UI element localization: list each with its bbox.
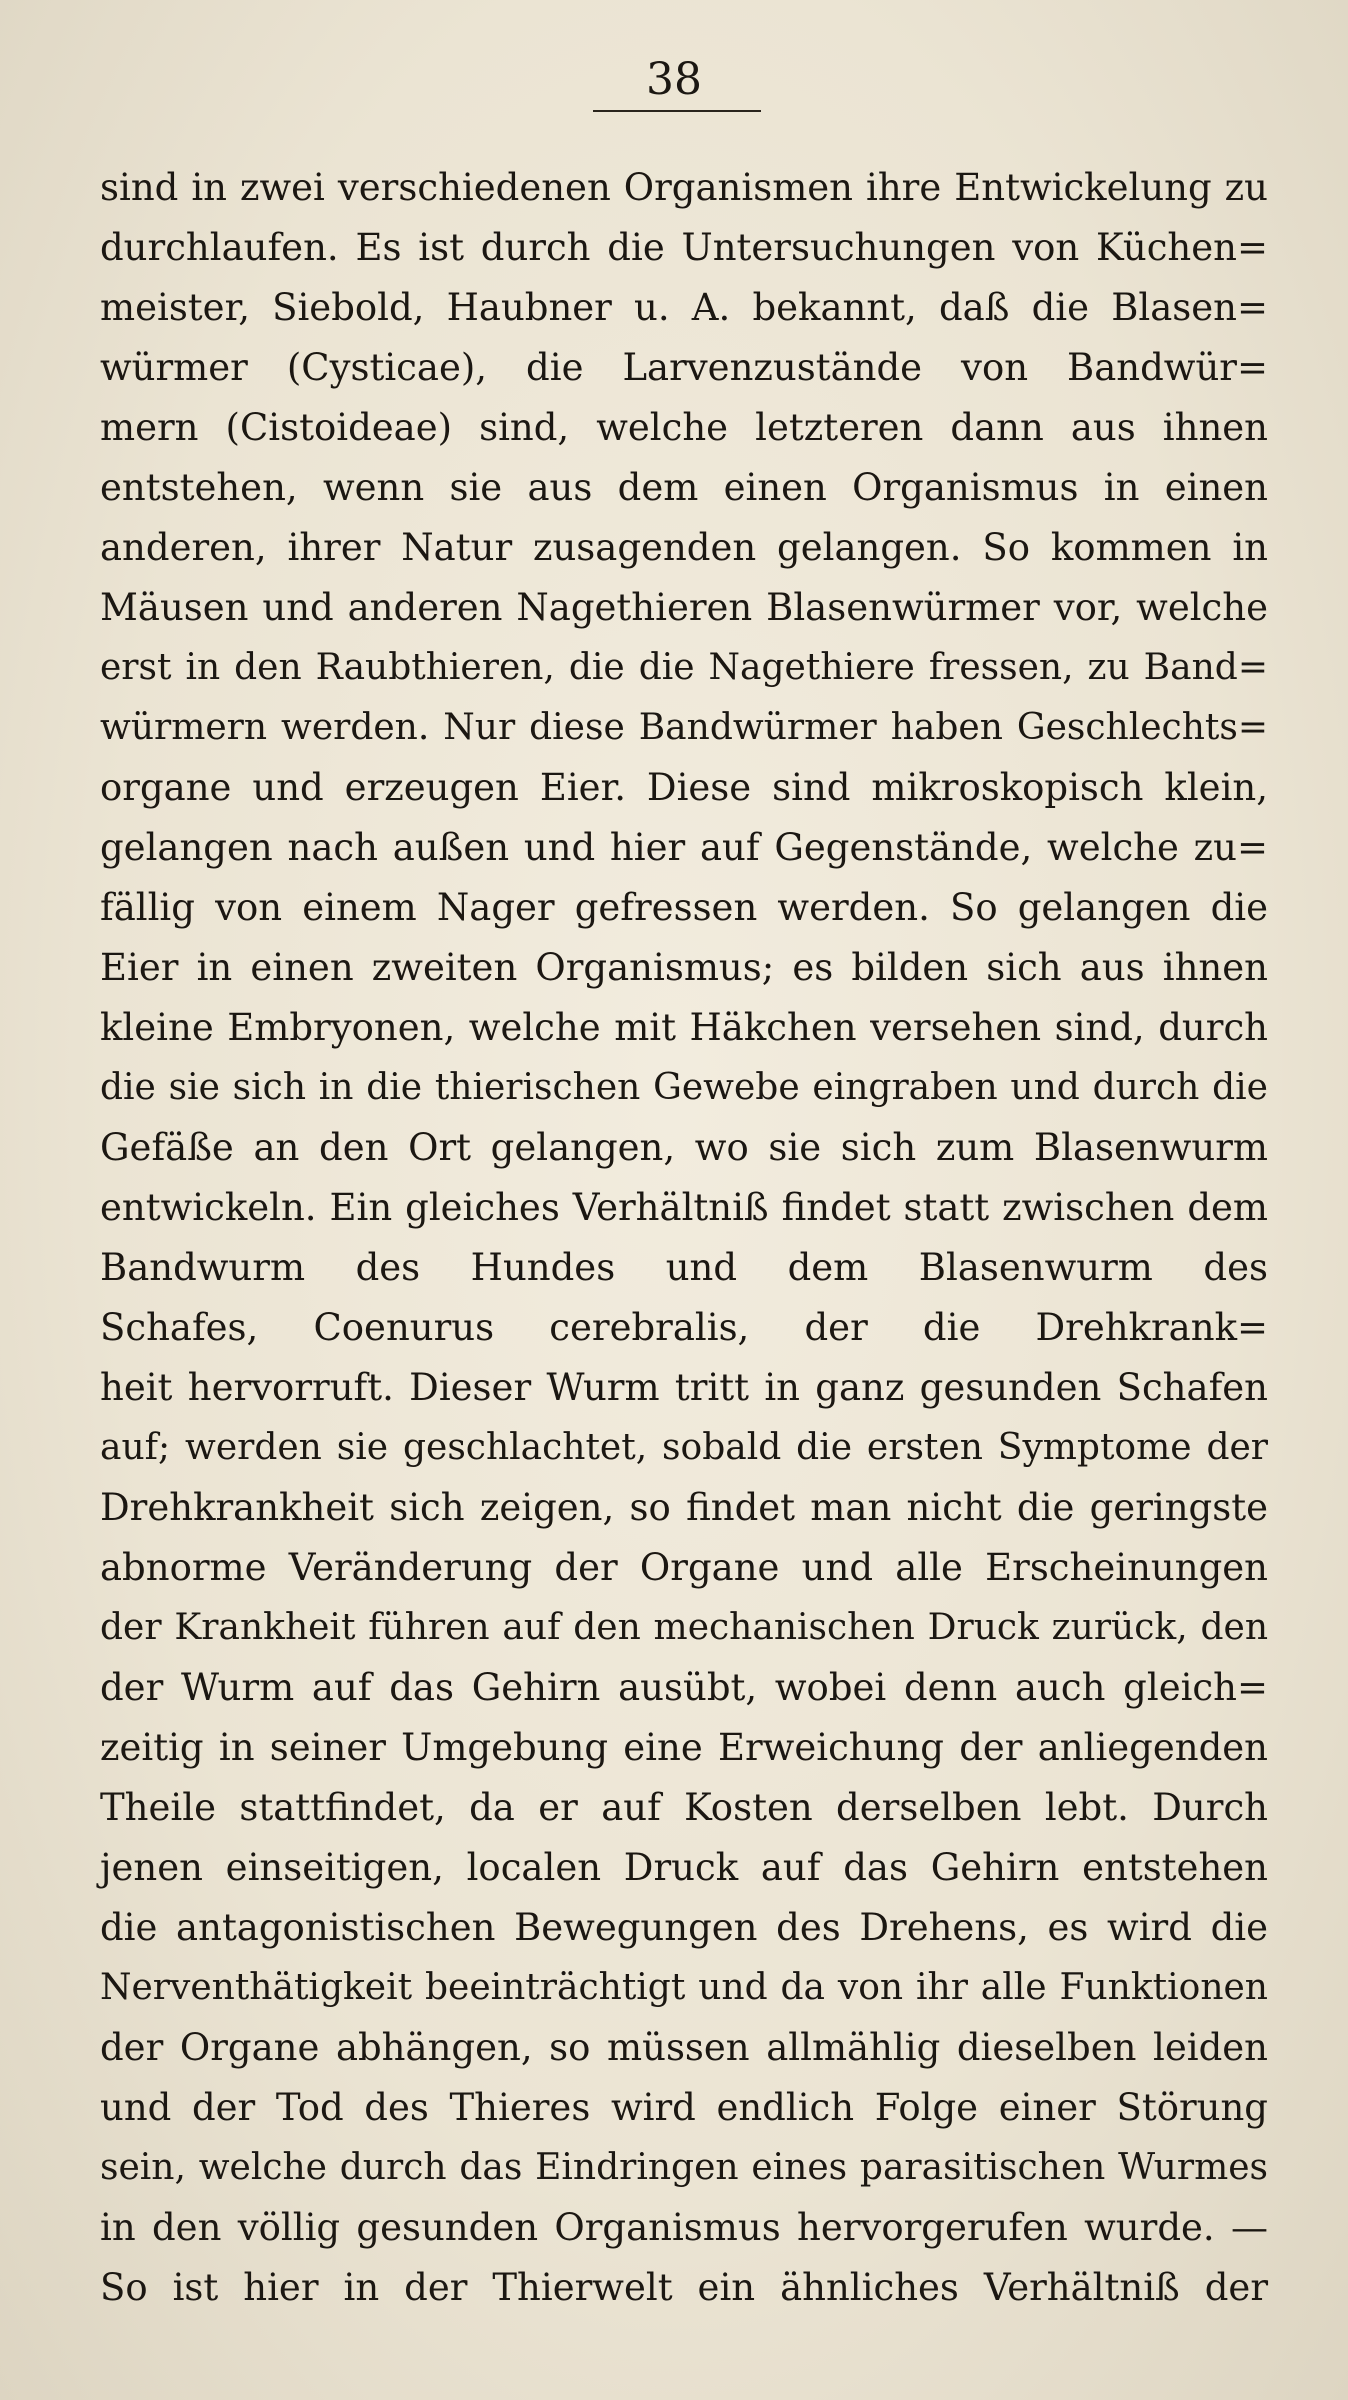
text-line: heit hervorruft. Dieser Wurm tritt in ganz gesunden Schafen [100,1366,1268,1409]
text-line: meister, Siebold, Haubner u. A. bekannt, daß die Blasen= [100,286,1268,329]
text-line: entstehen, wenn sie aus dem einen Organismus in einen [100,466,1268,509]
text-line: der Organe abhängen, so müssen allmählig dieselben leiden [100,2026,1268,2069]
text-line: Bandwurm des Hundes und dem Blasenwurm des [100,1246,1268,1289]
text-line: sein, welche durch das Eindringen eines parasitischen Wurmes [100,2147,1268,2188]
text-line: Drehkrankheit sich zeigen, so findet man nicht die geringste [100,1486,1268,1529]
text-line: Nerventhätigkeit beeinträchtigt und da von ihr alle Funktionen [100,1967,1268,2008]
text-line: würmern werden. Nur diese Bandwürmer haben Geschlechts= [100,707,1268,748]
text-line: Theile stattfindet, da er auf Kosten derselben lebt. Durch [100,1786,1268,1829]
text-line: Mäusen und anderen Nagethieren Blasenwürmer vor, welche [100,586,1268,629]
text-line: auf; werden sie geschlachtet, sobald die ersten Symptome der [100,1427,1268,1468]
text-line: in den völlig gesunden Organismus hervorgerufen wurde. — [100,2206,1268,2249]
text-line: anderen, ihrer Natur zusagenden gelangen. So kommen in [100,526,1268,569]
text-line: entwickeln. Ein gleiches Verhältniß findet statt zwischen dem [100,1186,1268,1229]
text-line: So ist hier in der Thierwelt ein ähnliches Verhältniß der [100,2266,1268,2309]
text-line: sind in zwei verschiedenen Organismen ihre Entwickelung zu [100,166,1268,209]
text-line: Schafes, Coenurus cerebralis, der die Drehkrank= [100,1306,1268,1349]
text-line: erst in den Raubthieren, die die Nagethiere fressen, zu Band= [100,647,1268,688]
text-line: und der Tod des Thieres wird endlich Folge einer Störung [100,2086,1268,2129]
header-rule [593,110,761,112]
text-line: Gefäße an den Ort gelangen, wo sie sich zum Blasenwurm [100,1126,1268,1169]
text-line: Eier in einen zweiten Organismus; es bilden sich aus ihnen [100,946,1268,989]
body-text [100,158,1268,2318]
page-number: 38 [646,54,702,105]
text-line: zeitig in seiner Umgebung eine Erweichung der anliegenden [100,1726,1268,1769]
text-line: abnorme Veränderung der Organe und alle Erscheinungen [100,1546,1268,1589]
text-line: jenen einseitigen, localen Druck auf das Gehirn entstehen [100,1846,1268,1889]
text-line: organe und erzeugen Eier. Diese sind mikroskopisch klein, [100,766,1268,809]
text-line: gelangen nach außen und hier auf Gegenstände, welche zu= [100,826,1268,869]
text-line: würmer (Cysticae), die Larvenzustände von Bandwür= [100,346,1268,389]
text-line: fällig von einem Nager gefressen werden. So gelangen die [100,886,1268,929]
text-line: der Wurm auf das Gehirn ausübt, wobei denn auch gleich= [100,1666,1268,1709]
text-line: die sie sich in die thierischen Gewebe eingraben und durch die [100,1067,1268,1108]
text-line: mern (Cistoideae) sind, welche letzteren dann aus ihnen [100,406,1268,449]
text-line: durchlaufen. Es ist durch die Untersuchungen von Küchen= [100,226,1268,269]
text-line: die antagonistischen Bewegungen des Drehens, es wird die [100,1906,1268,1949]
text-line: kleine Embryonen, welche mit Häkchen versehen sind, durch [100,1006,1268,1049]
text-line: der Krankheit führen auf den mechanischen Druck zurück, den [100,1607,1268,1648]
